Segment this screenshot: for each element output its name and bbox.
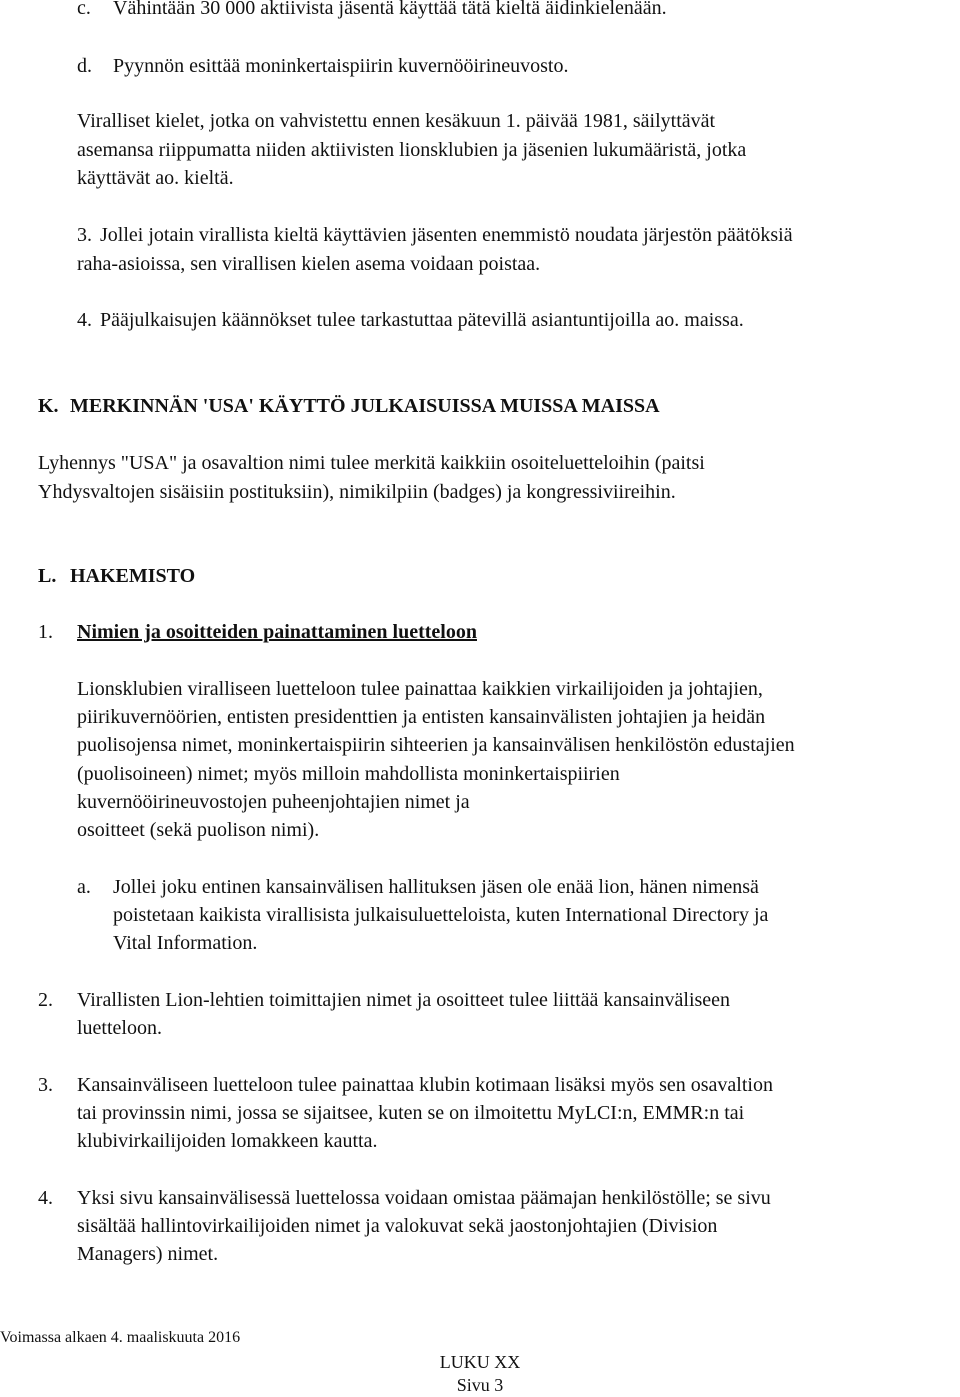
section-k-heading: MERKINNÄN 'USA' KÄYTTÖ JULKAISUISSA MUISSA MAISSA <box>70 395 660 417</box>
subsection-2-line: Virallisten Lion-lehtien toimittajien nimet ja osoitteet tulee liittää kansainväliseen <box>77 989 731 1011</box>
paragraph-4-marker: 4. <box>77 309 92 331</box>
section-k-body-line: Yhdysvaltojen sisäisiin postituksiin), nimikilpiin (badges) ja kongressiviireihin. <box>38 481 676 503</box>
subsection-1-body-line: Lionsklubien viralliseen luetteloon tulee painattaa kaikkien virkailijoiden ja johtajien, <box>77 678 763 700</box>
section-l-heading: HAKEMISTO <box>70 565 196 587</box>
subsection-3-line: klubivirkailijoiden lomakkeen kautta. <box>77 1130 378 1152</box>
subsection-4-marker: 4. <box>38 1187 53 1209</box>
subsection-4-line: Managers) nimet. <box>77 1243 219 1265</box>
item-d-text: Pyynnön esittää moninkertaispiirin kuvernööirineuvosto. <box>113 55 569 77</box>
subsection-3-line: tai provinssin nimi, jossa se sijaitsee, kuten se on ilmoitettu MyLCI:n, EMMR:n tai <box>77 1102 745 1124</box>
subsection-3-line: Kansainväliseen luetteloon tulee painattaa klubin kotimaan lisäksi myös sen osavaltion <box>77 1074 773 1096</box>
item-c-text: Vähintään 30 000 aktiivista jäsentä käyttää tätä kieltä äidinkielenään. <box>113 0 667 19</box>
subitem-a-line: Jollei joku entinen kansainvälisen hallituksen jäsen ole enää lion, hänen nimensä <box>113 876 759 898</box>
footer-page-number: Sivu 3 <box>456 1375 504 1395</box>
subitem-a-marker: a. <box>77 876 91 898</box>
subsection-1-body-line: osoitteet (sekä puolison nimi). <box>77 819 320 841</box>
footer-chapter: LUKU XX <box>439 1352 521 1372</box>
subsection-2-line: luetteloon. <box>77 1017 162 1039</box>
section-k-body-line: Lyhennys "USA" ja osavaltion nimi tulee merkitä kaikkiin osoiteluetteloihin (paitsi <box>38 452 705 474</box>
official-note-line: Viralliset kielet, jotka on vahvistettu ennen kesäkuun 1. päivää 1981, säilyttävät <box>77 110 716 132</box>
subitem-a-line: Vital Information. <box>113 932 258 954</box>
item-c-marker: c. <box>77 0 91 19</box>
subsection-1-title: Nimien ja osoitteiden painattaminen luetteloon <box>77 621 477 643</box>
footer-effective-date: Voimassa alkaen 4. maaliskuuta 2016 <box>0 1329 241 1346</box>
subsection-1-body-line: (puolisoineen) nimet; myös milloin mahdollista moninkertaispiirien <box>77 763 620 785</box>
section-l-marker: L. <box>38 565 57 587</box>
subitem-a-line: poistetaan kaikista virallisista julkaisuluetteloista, kuten International Directory ja <box>113 904 769 926</box>
paragraph-4-text: Pääjulkaisujen käännökset tulee tarkastuttaa pätevillä asiantuntijoilla ao. maissa. <box>100 309 744 331</box>
subsection-1-body-line: piirikuvernöörien, entisten presidenttien ja entisten kansainvälisten johtajien ja heidän <box>77 706 766 728</box>
subsection-4-line: sisältää hallintovirkailijoiden nimet ja valokuvat sekä jaostonjohtajien (Division <box>77 1215 718 1237</box>
official-note-line: käyttävät ao. kieltä. <box>77 167 234 189</box>
official-note-line: asemansa riippumatta niiden aktiivisten lionsklubien ja jäsenien lukumääristä, jotka <box>77 139 747 161</box>
subsection-3-marker: 3. <box>38 1074 53 1096</box>
item-d-marker: d. <box>77 55 92 77</box>
subsection-1-marker: 1. <box>38 621 53 643</box>
subsection-1-body-line: kuvernööirineuvostojen puheenjohtajien nimet ja <box>77 791 470 813</box>
subsection-4-line: Yksi sivu kansainvälisessä luettelossa voidaan omistaa päämajan henkilöstölle; se sivu <box>77 1187 771 1209</box>
subsection-1-body-line: puolisojensa nimet, moninkertaispiirin sihteerien ja kansainvälisen henkilöstön edustajien <box>77 734 795 756</box>
subsection-2-marker: 2. <box>38 989 53 1011</box>
section-k-marker: K. <box>38 395 59 417</box>
paragraph-3-line: raha-asioissa, sen virallisen kielen asema voidaan poistaa. <box>77 253 541 275</box>
paragraph-3-marker: 3. <box>77 224 92 246</box>
paragraph-3-line: Jollei jotain virallista kieltä käyttävien jäsenten enemmistö noudata järjestön päätöksiä <box>100 224 793 246</box>
